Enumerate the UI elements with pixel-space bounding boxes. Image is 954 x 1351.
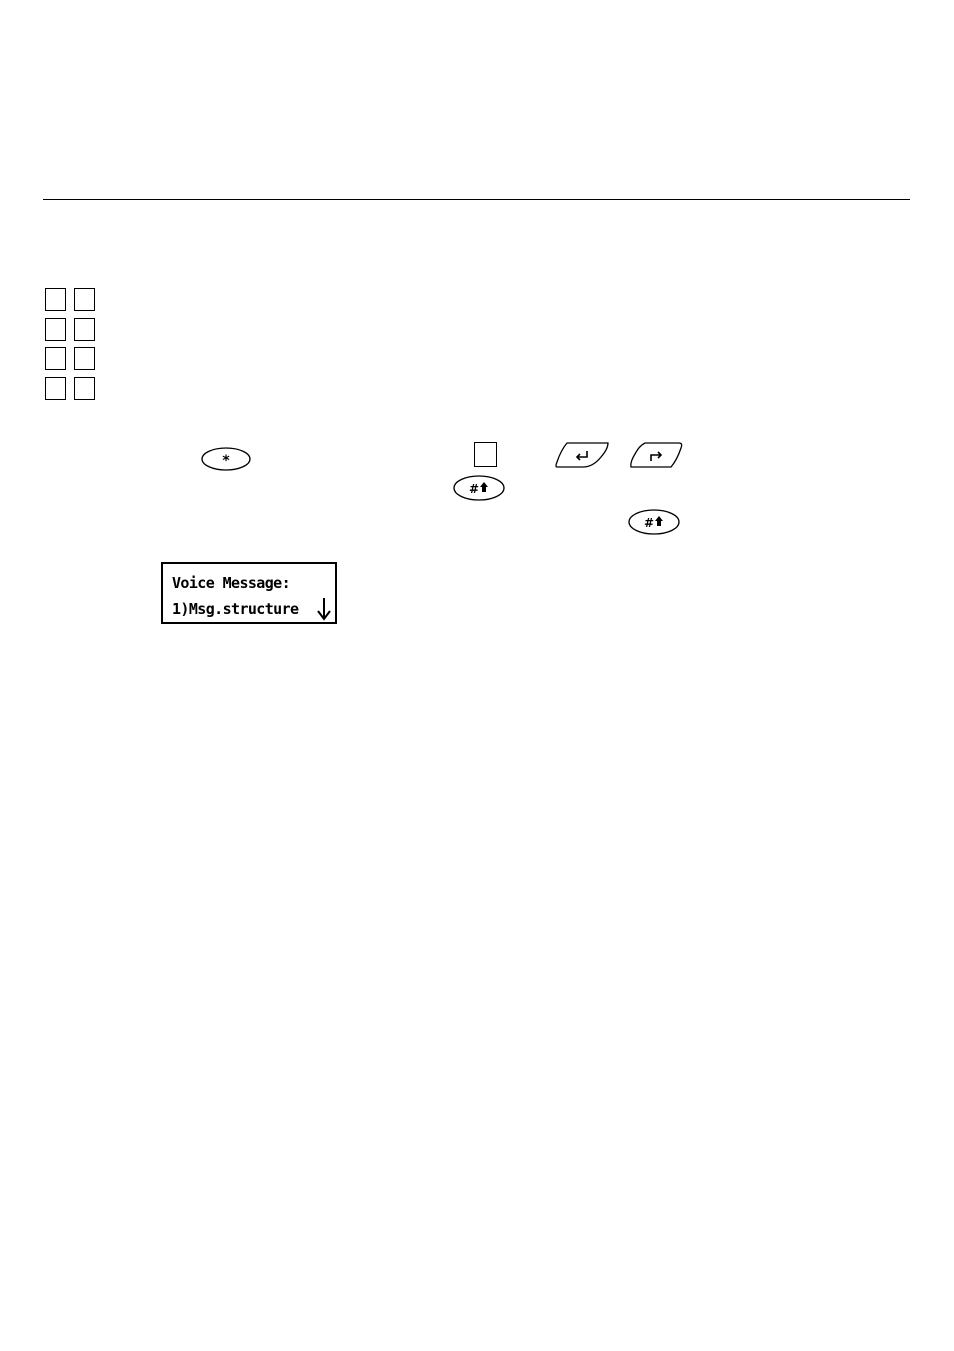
keypad-box <box>45 318 66 341</box>
horizontal-rule <box>43 199 910 200</box>
keypad-box <box>74 318 95 341</box>
lcd-line-1: Voice Message: <box>172 574 291 592</box>
keypad-box <box>74 288 95 311</box>
hash-up-key-icon <box>452 473 506 503</box>
star-key-icon <box>200 445 252 473</box>
softkey-right-icon <box>627 440 685 470</box>
lcd-line-2 <box>172 596 335 622</box>
blank-key-icon <box>474 442 497 467</box>
keypad-box <box>45 377 66 400</box>
lcd-display <box>161 562 337 624</box>
star-key-label: * <box>222 453 230 469</box>
hash-up-key-icon <box>627 507 681 537</box>
keypad-box <box>45 347 66 370</box>
keypad-box <box>74 377 95 400</box>
hash-key-label: # <box>643 516 655 530</box>
softkey-left-icon <box>553 440 611 470</box>
lcd-line-2-text: 1)Msg.structure <box>172 600 299 618</box>
keypad-box <box>45 288 66 311</box>
hash-key-label: # <box>468 482 480 496</box>
keypad-box <box>74 347 95 370</box>
arrow-down-icon <box>317 596 331 622</box>
